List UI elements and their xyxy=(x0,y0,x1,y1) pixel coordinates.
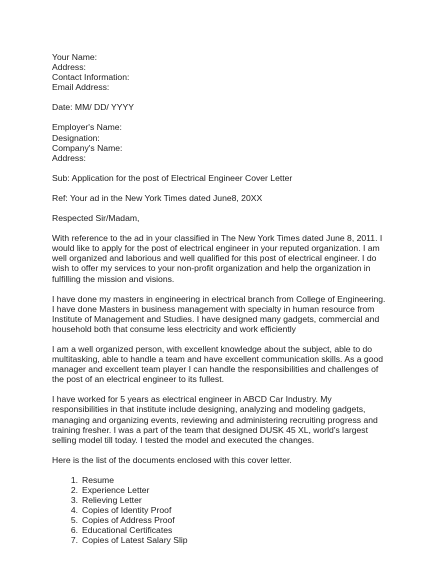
sender-email-label: Email Address: xyxy=(52,82,110,93)
salutation: Respected Sir/Madam, xyxy=(52,213,140,224)
paragraph-line: Institute of Management and Studies. I have designed many gadgets, commercial and xyxy=(52,313,380,324)
sender-block xyxy=(52,52,422,92)
paragraph-line: responsibilities in that institute include designing, analyzing and modeling gadgets, xyxy=(52,404,366,415)
date-line: Date: MM/ DD/ YYYY xyxy=(52,102,134,113)
employer-name-label: Employer's Name: xyxy=(52,122,122,133)
paragraph-line: fulfilling the mission and visions. xyxy=(52,273,175,284)
list-number: 6. xyxy=(70,525,78,536)
list-number: 5. xyxy=(70,515,78,526)
list-item-text: Resume xyxy=(82,474,114,485)
list-item xyxy=(52,515,422,525)
paragraph-intro xyxy=(52,233,422,283)
list-item xyxy=(52,505,422,515)
list-number: 2. xyxy=(70,485,78,495)
paragraph-education xyxy=(52,294,422,334)
list-item xyxy=(52,485,422,495)
list-item-text: Copies of Address Proof xyxy=(82,515,175,526)
reference-line: Ref: Your ad in the New York Times dated June8, 20XX xyxy=(52,192,263,203)
list-number: 3. xyxy=(70,495,78,506)
employer-address-label: Address: xyxy=(52,152,86,163)
paragraph-line: I have done my masters in engineering in electrical branch from College of Engineering. xyxy=(52,293,386,304)
paragraph-line: would like to apply for the post of electrical engineer in your reputed organization. I am xyxy=(52,243,380,254)
list-item-text: Copies of Identity Proof xyxy=(82,505,172,516)
employer-block xyxy=(52,122,422,162)
employer-company-label: Company's Name: xyxy=(52,142,123,153)
paragraph-line: I have worked for 5 years as electrical engineer in ABCD Car Industry. My xyxy=(52,394,332,405)
paragraph-line: manager and excellent team player I can handle the responsibilities and challenges of xyxy=(52,364,379,375)
list-number: 7. xyxy=(70,535,78,546)
documents-list xyxy=(52,475,422,546)
paragraph-skills xyxy=(52,344,422,384)
list-number: 4. xyxy=(70,505,78,516)
paragraph-line: Here is the list of the documents enclosed with this cover letter. xyxy=(52,454,292,465)
sender-address-label: Address: xyxy=(52,62,86,73)
paragraph-line: the post of an electrical engineer to its fullest. xyxy=(52,374,224,385)
list-item xyxy=(52,475,422,485)
sender-contact-label: Contact Information: xyxy=(52,72,130,83)
paragraph-enclosures-intro xyxy=(52,455,422,465)
paragraph-line: multitasking, able to handle a team and have excellent communication skills. As a good xyxy=(52,354,384,365)
paragraph-line: I have done Masters in business management with specialty in human resource from xyxy=(52,303,375,314)
subject-line: Sub: Application for the post of Electrical Engineer Cover Letter xyxy=(52,172,293,183)
list-item xyxy=(52,525,422,535)
list-number: 1. xyxy=(70,474,78,485)
paragraph-line: household both that consume less electricity and work efficiently xyxy=(52,323,296,334)
paragraph-experience xyxy=(52,394,422,444)
paragraph-line: I am a well organized person, with excellent knowledge about the subject, able to do xyxy=(52,343,373,354)
paragraph-line: managing and organizing events, reviewing and administering recruiting progress and xyxy=(52,414,378,425)
list-item-text: Experience Letter xyxy=(82,485,150,495)
list-item xyxy=(52,495,422,505)
paragraph-line: selling model till today. I tested the model and executed the changes. xyxy=(52,434,315,445)
list-item xyxy=(52,535,422,545)
list-item-text: Relieving Letter xyxy=(82,495,142,506)
list-item-text: Copies of Latest Salary Slip xyxy=(82,535,188,546)
paragraph-line: training fresher. I was a part of the team that designed DUSK 45 XL, world's largest xyxy=(52,424,368,435)
sender-name-label: Your Name: xyxy=(52,52,98,62)
list-item-text: Educational Certificates xyxy=(82,525,173,536)
cover-letter-page xyxy=(52,52,422,546)
paragraph-line: wish to offer my services to your non-profit organization and help the organization in xyxy=(52,263,371,274)
paragraph-line: With reference to the ad in your classified in The New York Times dated June 8, 2011. I xyxy=(52,233,383,244)
employer-designation-label: Designation: xyxy=(52,132,100,143)
paragraph-line: well organized and laborious and well qualified for this post of electrical engineer. I do xyxy=(52,253,377,264)
